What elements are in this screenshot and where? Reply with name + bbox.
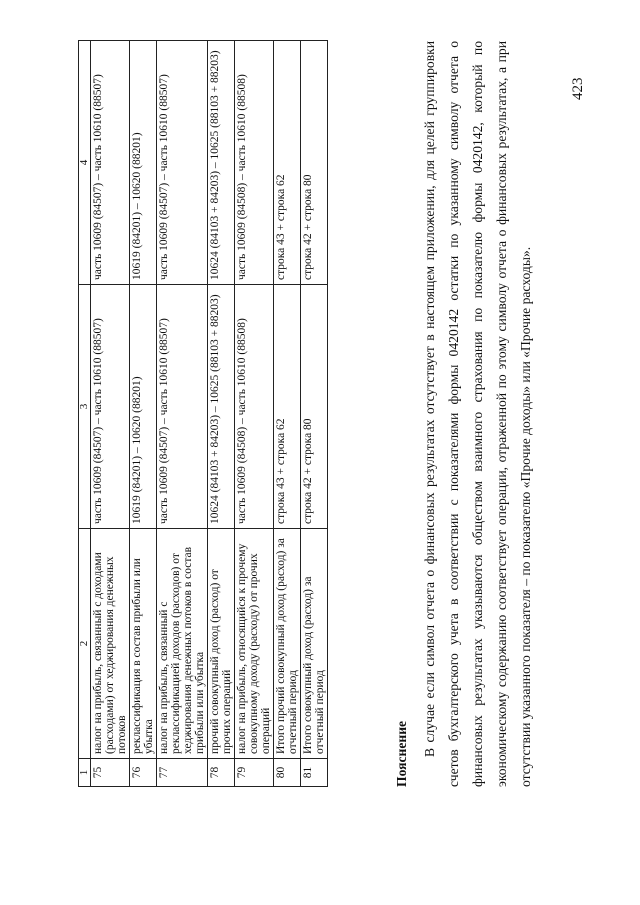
row-indicator: налог на прибыль, относящийся к прочему совокупному доходу (расходу) от прочих операций <box>235 529 274 759</box>
row-symbols-col4: часть 10609 (84507) – часть 10610 (88507) <box>157 41 208 285</box>
header-row <box>79 41 91 787</box>
header-col-3: 3 <box>79 285 91 529</box>
table-row <box>157 41 208 787</box>
page-number: 423 <box>570 77 586 100</box>
row-number: 81 <box>301 759 328 787</box>
table-row <box>301 41 328 787</box>
row-symbols-col3: часть 10609 (84508) – часть 10610 (88508) <box>235 285 274 529</box>
row-indicator: прочий совокупный доход (расход) от прочих операций <box>208 529 235 759</box>
row-indicator: налог на прибыль, связанный с реклассификацией доходов (расходов) от хеджирования денежных потоков в состав прибыли или убытка <box>157 529 208 759</box>
table-row <box>130 41 157 787</box>
header-col-1: 1 <box>79 759 91 787</box>
row-symbols-col3: строка 42 + строка 80 <box>301 285 328 529</box>
row-number: 79 <box>235 759 274 787</box>
row-symbols-col4: 10619 (84201) – 10620 (88201) <box>130 41 157 285</box>
row-symbols-col4: строка 42 + строка 80 <box>301 41 328 285</box>
explanation-section <box>390 41 538 787</box>
row-symbols-col4: 10624 (84103 + 84203) – 10625 (88103 + 88203) <box>208 41 235 285</box>
explanation-text: В случае если символ отчета о финансовых результатах отсутствует в настоящем приложении, для целей группировки счетов бухгалтерского учета в соответствии с показателями формы 0420142 остатки по указанному символу отчета о финансовых результатах указываются обществом взаимного страхования по показателю формы 0420142, который по экономическому содержанию соответствует операции, отраженной по этому символу отчета о финансовых результатах, а при отсутствии указанного показателя – по показателю «Прочие доходы» или «Прочие расходы». <box>422 41 533 787</box>
row-symbols-col3: строка 43 + строка 62 <box>274 285 301 529</box>
row-number: 77 <box>157 759 208 787</box>
table-row <box>208 41 235 787</box>
header-col-4: 4 <box>79 41 91 285</box>
row-number: 80 <box>274 759 301 787</box>
row-number: 76 <box>130 759 157 787</box>
row-symbols-col4: часть 10609 (84508) – часть 10610 (88508) <box>235 41 274 285</box>
table-row <box>235 41 274 787</box>
row-number: 75 <box>91 759 130 787</box>
row-indicator: реклассификация в состав прибыли или убытка <box>130 529 157 759</box>
row-symbols-col3: 10624 (84103 + 84203) – 10625 (88103 + 88203) <box>208 285 235 529</box>
table-row <box>91 41 130 787</box>
row-number: 78 <box>208 759 235 787</box>
explanation-title: Пояснение <box>394 720 409 787</box>
row-symbols-col3: часть 10609 (84507) – часть 10610 (88507) <box>157 285 208 529</box>
table-row <box>274 41 301 787</box>
row-indicator: Итого прочий совокупный доход (расход) за отчетный период <box>274 529 301 759</box>
row-symbols-col4: часть 10609 (84507) – часть 10610 (88507) <box>91 41 130 285</box>
row-indicator: Итого совокупный доход (расход) за отчетный период <box>301 529 328 759</box>
row-indicator: налог на прибыль, связанный с доходами (расходами) от хеджирования денежных потоков <box>91 529 130 759</box>
header-col-2: 2 <box>79 529 91 759</box>
row-symbols-col3: 10619 (84201) – 10620 (88201) <box>130 285 157 529</box>
mapping-table <box>78 40 328 787</box>
row-symbols-col3: часть 10609 (84507) – часть 10610 (88507) <box>91 285 130 529</box>
row-symbols-col4: строка 43 + строка 62 <box>274 41 301 285</box>
